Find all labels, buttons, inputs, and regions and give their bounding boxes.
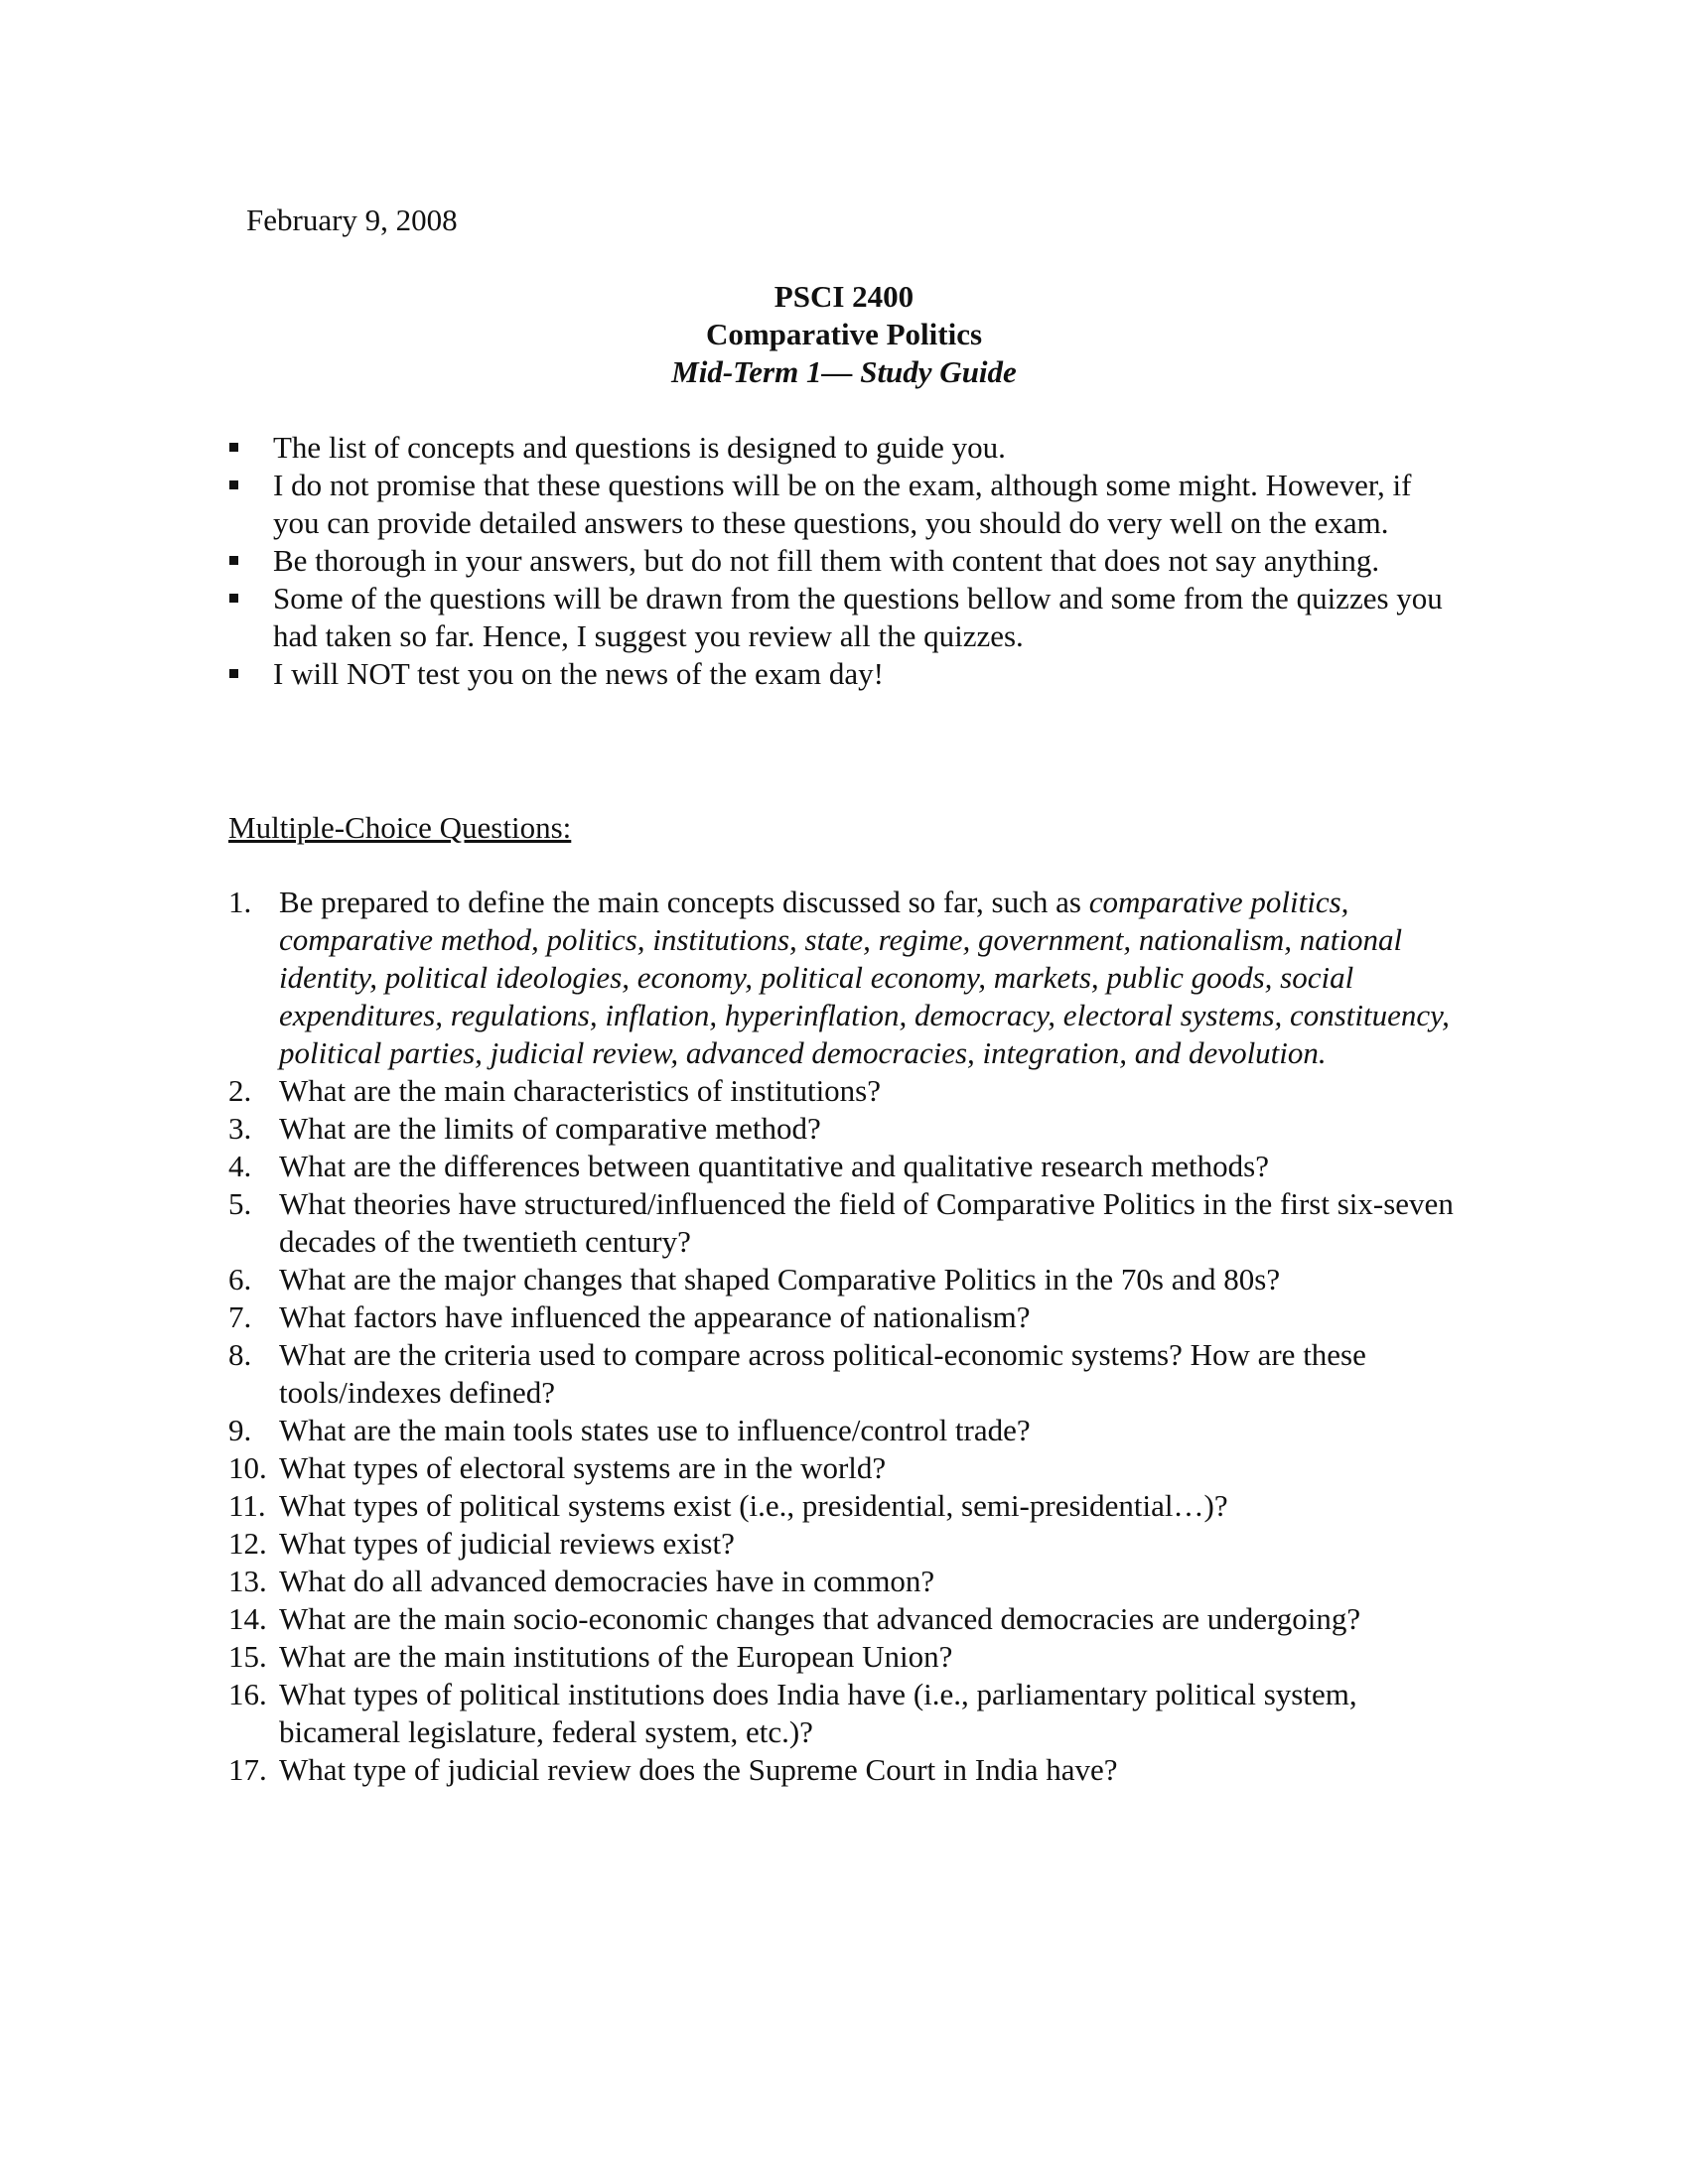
section-heading: Multiple-Choice Questions: <box>228 810 572 845</box>
question-text: What are the main tools states use to influence/control trade? <box>279 1413 1031 1447</box>
square-bullet-icon <box>229 669 238 678</box>
note-item <box>223 467 1455 542</box>
question-number: 6. <box>228 1262 252 1297</box>
question-text: What factors have influenced the appearance of nationalism? <box>279 1299 1031 1334</box>
question-number: 10. <box>228 1450 267 1485</box>
question-number: 15. <box>228 1639 267 1674</box>
question-text: What types of electoral systems are in the world? <box>279 1450 887 1485</box>
note-item <box>223 655 1455 693</box>
question-text: What are the major changes that shaped Comparative Politics in the 70s and 80s? <box>279 1262 1281 1297</box>
question-text: Be prepared to define the main concepts discussed so far, such as <box>279 885 1089 919</box>
square-bullet-icon <box>229 480 238 489</box>
question-number: 14. <box>228 1601 267 1636</box>
note-text: Be thorough in your answers, but do not fill them with content that does not say anything. <box>273 543 1380 578</box>
question-item <box>228 1072 1460 1110</box>
question-item <box>228 1487 1460 1525</box>
question-number: 17. <box>228 1752 267 1787</box>
question-item <box>228 1638 1460 1676</box>
square-bullet-icon <box>229 594 238 603</box>
question-number: 8. <box>228 1337 252 1372</box>
note-item <box>223 429 1455 467</box>
question-number: 3. <box>228 1111 252 1146</box>
question-item <box>228 1751 1460 1789</box>
notes-list <box>223 429 1455 693</box>
question-text: What are the main institutions of the European Union? <box>279 1639 953 1674</box>
note-text: I do not promise that these questions will be on the exam, although some might. However, if you can provide detailed answers to these questions, you should do very well on the exam. <box>273 468 1412 540</box>
question-item <box>228 1449 1460 1487</box>
note-text: The list of concepts and questions is designed to guide you. <box>273 430 1006 465</box>
document-title: Mid-Term 1— Study Guide <box>671 354 1017 389</box>
note-text: I will NOT test you on the news of the exam day! <box>273 656 884 691</box>
square-bullet-icon <box>229 443 238 452</box>
question-number: 7. <box>228 1299 252 1334</box>
question-item <box>228 1261 1460 1298</box>
question-item <box>228 1412 1460 1449</box>
question-number: 13. <box>228 1564 267 1598</box>
question-text: What types of political institutions does India have (i.e., parliamentary political system, bicameral legislature, federal system, etc.)? <box>279 1677 1357 1749</box>
question-item <box>228 1298 1460 1336</box>
question-number: 12. <box>228 1526 267 1561</box>
question-text: What theories have structured/influenced the field of Comparative Politics in the first six-seven decades of the twentieth century? <box>279 1186 1454 1259</box>
question-number: 1. <box>228 885 252 919</box>
question-text: What are the criteria used to compare across political-economic systems? How are these tools/indexes defined? <box>279 1337 1366 1410</box>
question-text: What types of political systems exist (i.e., presidential, semi-presidential…)? <box>279 1488 1228 1523</box>
note-item <box>223 580 1455 655</box>
question-text: What are the limits of comparative method? <box>279 1111 821 1146</box>
question-text: What type of judicial review does the Supreme Court in India have? <box>279 1752 1118 1787</box>
question-item <box>228 1185 1460 1261</box>
square-bullet-icon <box>229 556 238 565</box>
title-block <box>0 278 1688 391</box>
concept-list: comparative politics, comparative method, politics, institutions, state, regime, government, nationalism, national identity, political ideologies, economy, political economy, markets, public goods, social expenditures, regulations, inflation, hyperinflation, democracy, electoral systems, constituency, political parties, judicial review, advanced democracies, integration, and devolution. <box>279 885 1450 1070</box>
note-text: Some of the questions will be drawn from the questions bellow and some from the quizzes you had taken so far. Hence, I suggest you review all the quizzes. <box>273 581 1443 653</box>
question-item <box>228 1148 1460 1185</box>
question-text: What are the differences between quantitative and qualitative research methods? <box>279 1149 1269 1183</box>
question-item <box>228 1525 1460 1563</box>
course-code: PSCI 2400 <box>774 279 914 314</box>
question-item <box>228 1336 1460 1412</box>
question-text: What types of judicial reviews exist? <box>279 1526 735 1561</box>
question-number: 4. <box>228 1149 252 1183</box>
question-item <box>228 1110 1460 1148</box>
questions-list <box>228 884 1460 1789</box>
question-item <box>228 1676 1460 1751</box>
question-number: 16. <box>228 1677 267 1711</box>
question-text: What do all advanced democracies have in common? <box>279 1564 935 1598</box>
note-item <box>223 542 1455 580</box>
question-text: What are the main characteristics of institutions? <box>279 1073 881 1108</box>
question-item <box>228 884 1460 1072</box>
question-item <box>228 1600 1460 1638</box>
question-item <box>228 1563 1460 1600</box>
course-name: Comparative Politics <box>705 317 983 351</box>
question-number: 2. <box>228 1073 252 1108</box>
question-number: 11. <box>228 1488 266 1523</box>
question-text: What are the main socio-economic changes that advanced democracies are undergoing? <box>279 1601 1361 1636</box>
question-number: 9. <box>228 1413 252 1447</box>
question-number: 5. <box>228 1186 252 1221</box>
document-date: February 9, 2008 <box>246 203 458 237</box>
